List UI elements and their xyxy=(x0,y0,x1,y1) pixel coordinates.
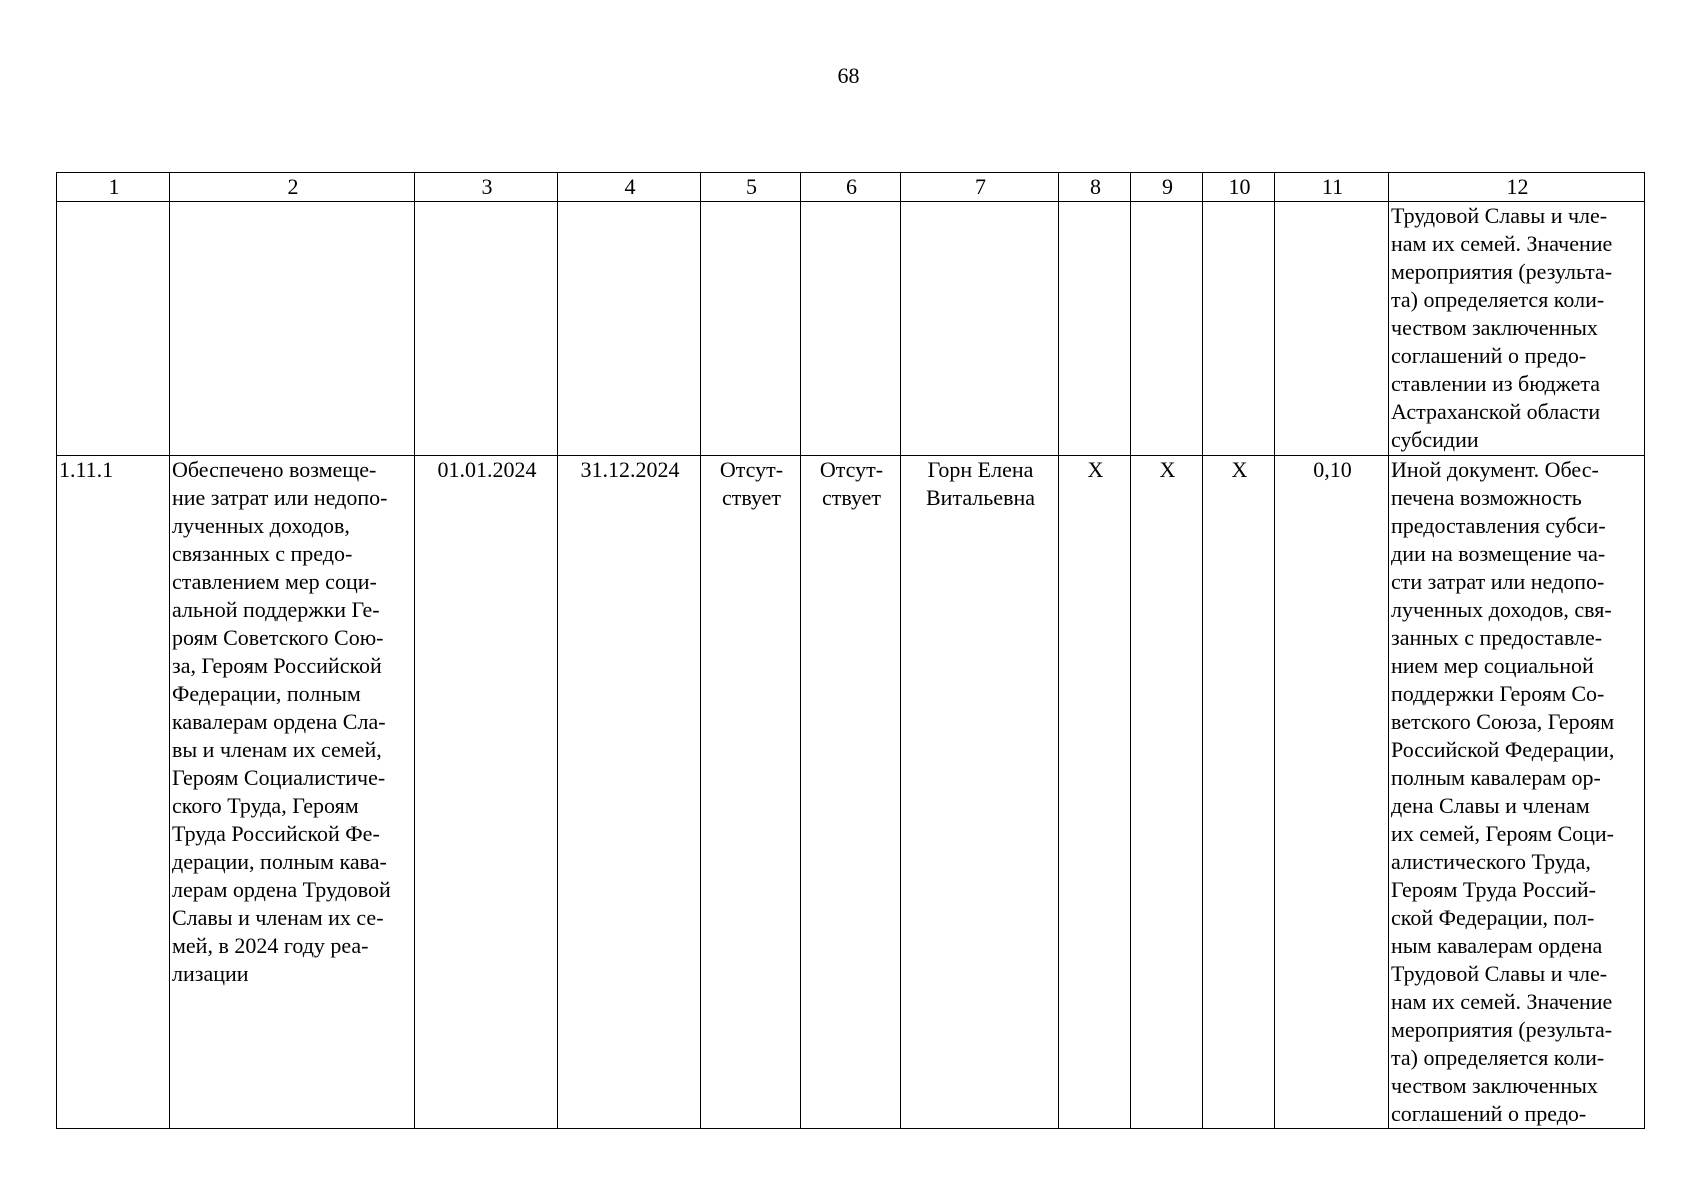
text-line: полным кавалерам ор- xyxy=(1391,765,1601,790)
page-number: 68 xyxy=(837,63,860,88)
empty-cell xyxy=(1203,202,1275,456)
text-line: Отсут- xyxy=(719,457,784,482)
text-line: та) определяется коли- xyxy=(1391,287,1605,312)
text-line: вы и членам их семей, xyxy=(172,737,382,762)
column-number: 4 xyxy=(558,173,701,202)
text-line: мероприятия (результа- xyxy=(1391,1017,1613,1042)
text-line: дии на возмещение ча- xyxy=(1391,541,1606,566)
item-result-text xyxy=(1389,456,1645,1129)
text-line: ской Федерации, пол- xyxy=(1391,905,1595,930)
text-line: альной поддержки Ге- xyxy=(172,597,380,622)
column-6-value xyxy=(801,456,901,1129)
text-line: дена Славы и членам xyxy=(1391,793,1590,818)
text-line: нием мер социальной xyxy=(1391,653,1594,678)
text-line: та) определяется коли- xyxy=(1391,1045,1605,1070)
text-line: Горн Елена xyxy=(927,457,1034,482)
start-date: 01.01.2024 xyxy=(415,456,558,1129)
text-line: связанных с предо- xyxy=(172,541,353,566)
responsible-person xyxy=(901,456,1059,1129)
text-line: лизации xyxy=(172,961,249,986)
empty-cell xyxy=(701,202,801,456)
text-line: за, Героям Российской xyxy=(172,653,382,678)
text-line: Труда Российской Фе- xyxy=(172,821,380,846)
text-line: кавалерам ордена Сла- xyxy=(172,709,386,734)
empty-cell xyxy=(801,202,901,456)
empty-cell xyxy=(170,202,415,456)
column-number: 11 xyxy=(1275,173,1389,202)
text-line: мей, в 2024 году реа- xyxy=(172,933,369,958)
item-description xyxy=(170,456,415,1129)
text-line: Федерации, полным xyxy=(172,681,361,706)
text-line: ского Труда, Героям xyxy=(172,793,359,818)
text-line: Отсут- xyxy=(819,457,884,482)
column-8-value: X xyxy=(1059,456,1131,1129)
empty-cell xyxy=(1275,202,1389,456)
empty-cell xyxy=(1131,202,1203,456)
text-line: соглашений о предо- xyxy=(1391,1101,1587,1126)
text-line: Российской Федерации, xyxy=(1391,737,1615,762)
column-number: 7 xyxy=(901,173,1059,202)
empty-cell xyxy=(901,202,1059,456)
text-line: Трудовой Славы и чле- xyxy=(1391,203,1608,228)
continuation-row xyxy=(57,202,1645,456)
column-number: 12 xyxy=(1389,173,1645,202)
text-line: лученных доходов, xyxy=(172,513,350,538)
text-line: ставлении из бюджета xyxy=(1391,371,1601,396)
item-number: 1.11.1 xyxy=(57,456,170,1129)
continuation-text-cell xyxy=(1389,202,1645,456)
empty-cell xyxy=(558,202,701,456)
text-line: нам их семей. Значение xyxy=(1391,989,1613,1014)
text-line: Астраханской области xyxy=(1391,399,1601,424)
text-line: роям Советского Сою- xyxy=(172,625,384,650)
text-line: предоставления субси- xyxy=(1391,513,1606,538)
text-line: занных с предоставле- xyxy=(1391,625,1603,650)
text-line: дерации, полным кава- xyxy=(172,849,387,874)
text-line: ствует xyxy=(821,485,882,510)
column-11-value: 0,10 xyxy=(1275,456,1389,1129)
text-line: Иной документ. Обес- xyxy=(1391,457,1599,482)
text-line: Витальевна xyxy=(926,485,1035,510)
text-line: Героям Социалистиче- xyxy=(172,765,386,790)
column-10-value: X xyxy=(1203,456,1275,1129)
column-number: 5 xyxy=(701,173,801,202)
column-number: 9 xyxy=(1131,173,1203,202)
column-number: 10 xyxy=(1203,173,1275,202)
text-line: чеством заключенных xyxy=(1391,1073,1598,1098)
column-5-value xyxy=(701,456,801,1129)
column-9-value: X xyxy=(1131,456,1203,1129)
text-line: поддержки Героям Со- xyxy=(1391,681,1605,706)
text-line: мероприятия (результа- xyxy=(1391,259,1613,284)
text-line: их семей, Героям Соци- xyxy=(1391,821,1615,846)
text-line: Славы и членам их се- xyxy=(172,905,384,930)
column-number-row xyxy=(57,173,1645,202)
text-line: Героям Труда Россий- xyxy=(1391,877,1596,902)
text-line: нам их семей. Значение xyxy=(1391,231,1613,256)
column-number: 2 xyxy=(170,173,415,202)
text-line: алистического Труда, xyxy=(1391,849,1591,874)
text-line: ние затрат или недопо- xyxy=(172,485,388,510)
empty-cell xyxy=(415,202,558,456)
text-line: чеством заключенных xyxy=(1391,315,1598,340)
text-line: Обеспечено возмеще- xyxy=(172,457,377,482)
column-number: 8 xyxy=(1059,173,1131,202)
text-line: ствует xyxy=(721,485,782,510)
column-number: 3 xyxy=(415,173,558,202)
text-line: соглашений о предо- xyxy=(1391,343,1587,368)
text-line: лерам ордена Трудовой xyxy=(172,877,391,902)
text-line: печена возможность xyxy=(1391,485,1582,510)
empty-cell xyxy=(1059,202,1131,456)
text-line: ветского Союза, Героям xyxy=(1391,709,1615,734)
column-number: 1 xyxy=(57,173,170,202)
text-line: субсидии xyxy=(1391,427,1479,452)
end-date: 31.12.2024 xyxy=(558,456,701,1129)
text-line: ставлением мер соци- xyxy=(172,569,377,594)
text-line: ным кавалерам ордена xyxy=(1391,933,1603,958)
text-line: сти затрат или недопо- xyxy=(1391,569,1605,594)
column-number: 6 xyxy=(801,173,901,202)
text-line: Трудовой Славы и чле- xyxy=(1391,961,1608,986)
text-line: лученных доходов, свя- xyxy=(1391,597,1612,622)
empty-cell xyxy=(57,202,170,456)
table-row xyxy=(57,456,1645,1129)
measures-table xyxy=(56,172,1645,1129)
